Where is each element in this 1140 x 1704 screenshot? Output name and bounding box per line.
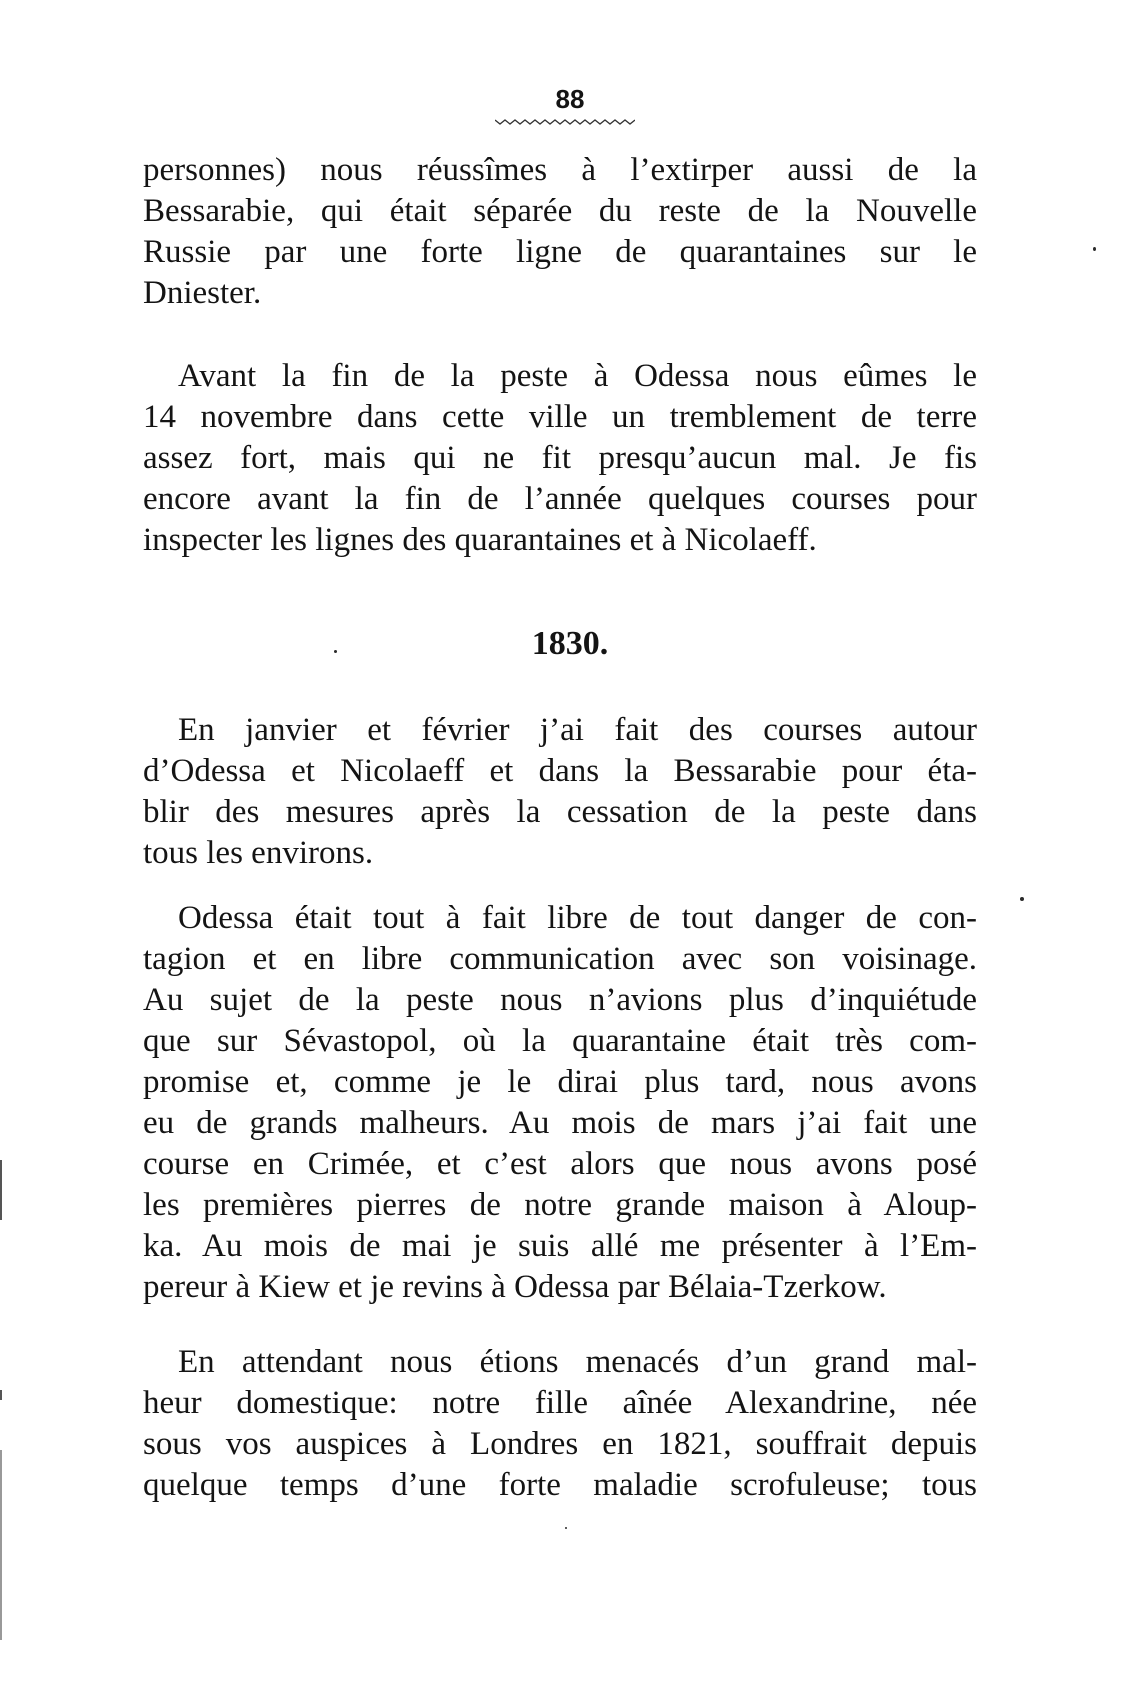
- text-line: personnes) nous réussîmes à l’extirper aussi de la: [143, 152, 977, 188]
- text-line: assez fort, mais qui ne fit presqu’aucun mal. Je fis: [143, 440, 977, 476]
- text-line: tous les environs.: [143, 835, 374, 871]
- text-line: Odessa était tout à fait libre de tout danger de con-: [178, 900, 977, 936]
- decorative-wavy-rule: [495, 118, 635, 126]
- scan-edge-mark: [0, 1160, 2, 1220]
- text-line: En attendant nous étions menacés d’un grand mal-: [178, 1344, 977, 1380]
- text-line: sous vos auspices à Londres en 1821, souffrait depuis: [143, 1426, 977, 1462]
- text-line: quelque temps d’une forte maladie scrofuleuse; tous: [143, 1467, 977, 1503]
- text-line: Au sujet de la peste nous n’avions plus d’inquiétude: [143, 982, 977, 1018]
- text-line: course en Crimée, et c’est alors que nous avons posé: [143, 1146, 977, 1182]
- scan-speck: [565, 1527, 567, 1529]
- text-line: d’Odessa et Nicolaeff et dans la Bessarabie pour éta-: [143, 753, 977, 789]
- text-line: En janvier et février j’ai fait des courses autour: [178, 712, 977, 748]
- text-line: ka. Au mois de mai je suis allé me présenter à l’Em-: [143, 1228, 977, 1264]
- scan-edge-mark: [0, 1390, 2, 1400]
- text-line: pereur à Kiew et je revins à Odessa par Bélaia-Tzerkow.: [143, 1269, 887, 1305]
- text-line: heur domestique: notre fille aînée Alexandrine, née: [143, 1385, 977, 1421]
- scan-speck: [1093, 247, 1096, 251]
- text-line: Bessarabie, qui était séparée du reste de la Nouvelle: [143, 193, 977, 229]
- paragraph-5: [143, 1342, 977, 1506]
- paragraph-2: [143, 356, 977, 561]
- page-number: 88: [555, 84, 585, 114]
- text-line: blir des mesures après la cessation de la peste dans: [143, 794, 977, 830]
- paragraph-4: [143, 898, 977, 1308]
- scan-speck: [334, 650, 337, 653]
- text-line: Avant la fin de la peste à Odessa nous eûmes le: [178, 358, 977, 394]
- scan-edge-mark: [0, 1450, 2, 1640]
- scan-speck: [1020, 897, 1024, 901]
- paragraph-1: [143, 150, 977, 314]
- year-heading: 1830.: [531, 625, 609, 662]
- text-line: Dniester.: [143, 275, 262, 311]
- paragraph-3: [143, 710, 977, 874]
- text-line: 14 novembre dans cette ville un tremblement de terre: [143, 399, 977, 435]
- text-line: les premières pierres de notre grande maison à Aloup-: [143, 1187, 977, 1223]
- text-line: Russie par une forte ligne de quarantaines sur le: [143, 234, 977, 270]
- text-line: eu de grands malheurs. Au mois de mars j’ai fait une: [143, 1105, 977, 1141]
- text-line: tagion et en libre communication avec son voisinage.: [143, 941, 977, 977]
- text-line: que sur Sévastopol, où la quarantaine était très com-: [143, 1023, 977, 1059]
- text-line: encore avant la fin de l’année quelques courses pour: [143, 481, 977, 517]
- text-line: promise et, comme je le dirai plus tard, nous avons: [143, 1064, 977, 1100]
- text-line: inspecter les lignes des quarantaines et à Nicolaeff.: [143, 522, 817, 558]
